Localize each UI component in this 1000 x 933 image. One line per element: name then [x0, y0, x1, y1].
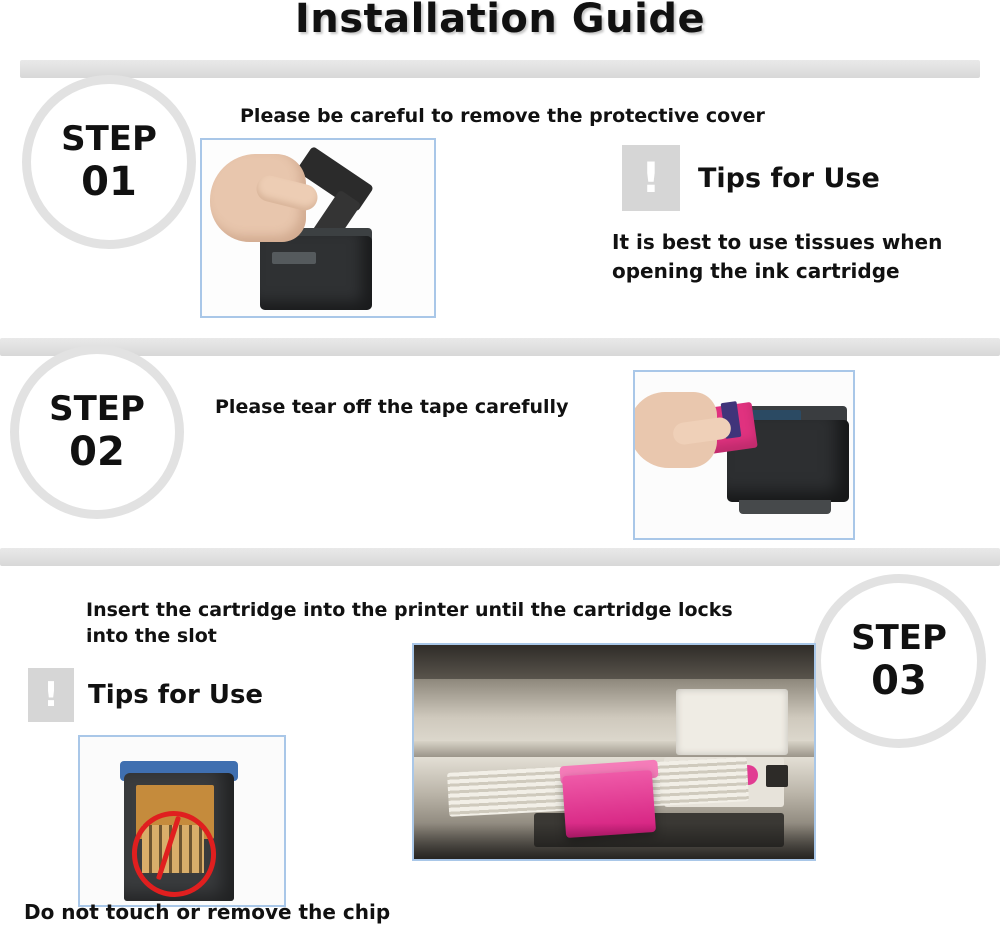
step-word: STEP — [851, 618, 947, 658]
step-2-photo — [633, 370, 855, 540]
step-2-instruction: Please tear off the tape carefully — [215, 396, 569, 418]
step-badge-01 — [22, 75, 196, 249]
step-number: 02 — [69, 429, 125, 475]
step-1-instruction: Please be careful to remove the protective cover — [240, 105, 765, 127]
step-3-instruction: Insert the cartridge into the printer until the cartridge locks into the slot — [86, 599, 733, 647]
tips-for-use-2 — [28, 668, 263, 722]
step-badge-02 — [10, 345, 184, 519]
step-number: 01 — [81, 159, 137, 205]
divider-band-3 — [0, 548, 1000, 566]
tips-label: Tips for Use — [88, 680, 264, 710]
divider-band-2 — [0, 338, 1000, 356]
step-3-photo — [412, 643, 816, 861]
step-word: STEP — [49, 389, 145, 429]
tips-for-use-1 — [622, 145, 880, 211]
step-number: 03 — [871, 658, 927, 704]
tips-text-1: It is best to use tissues when opening the ink cartridge — [612, 230, 943, 283]
exclamation-icon: ! — [28, 668, 74, 722]
step-word: STEP — [61, 119, 157, 159]
page-title: Installation Guide — [294, 0, 706, 42]
step-1-photo — [200, 138, 436, 318]
chip-warning-caption: Do not touch or remove the chip — [24, 900, 391, 924]
step-badge-03 — [812, 574, 986, 748]
exclamation-icon: ! — [622, 145, 680, 211]
divider-band-1 — [20, 60, 980, 78]
chip-warning-photo — [78, 735, 286, 907]
tips-label: Tips for Use — [698, 162, 880, 194]
